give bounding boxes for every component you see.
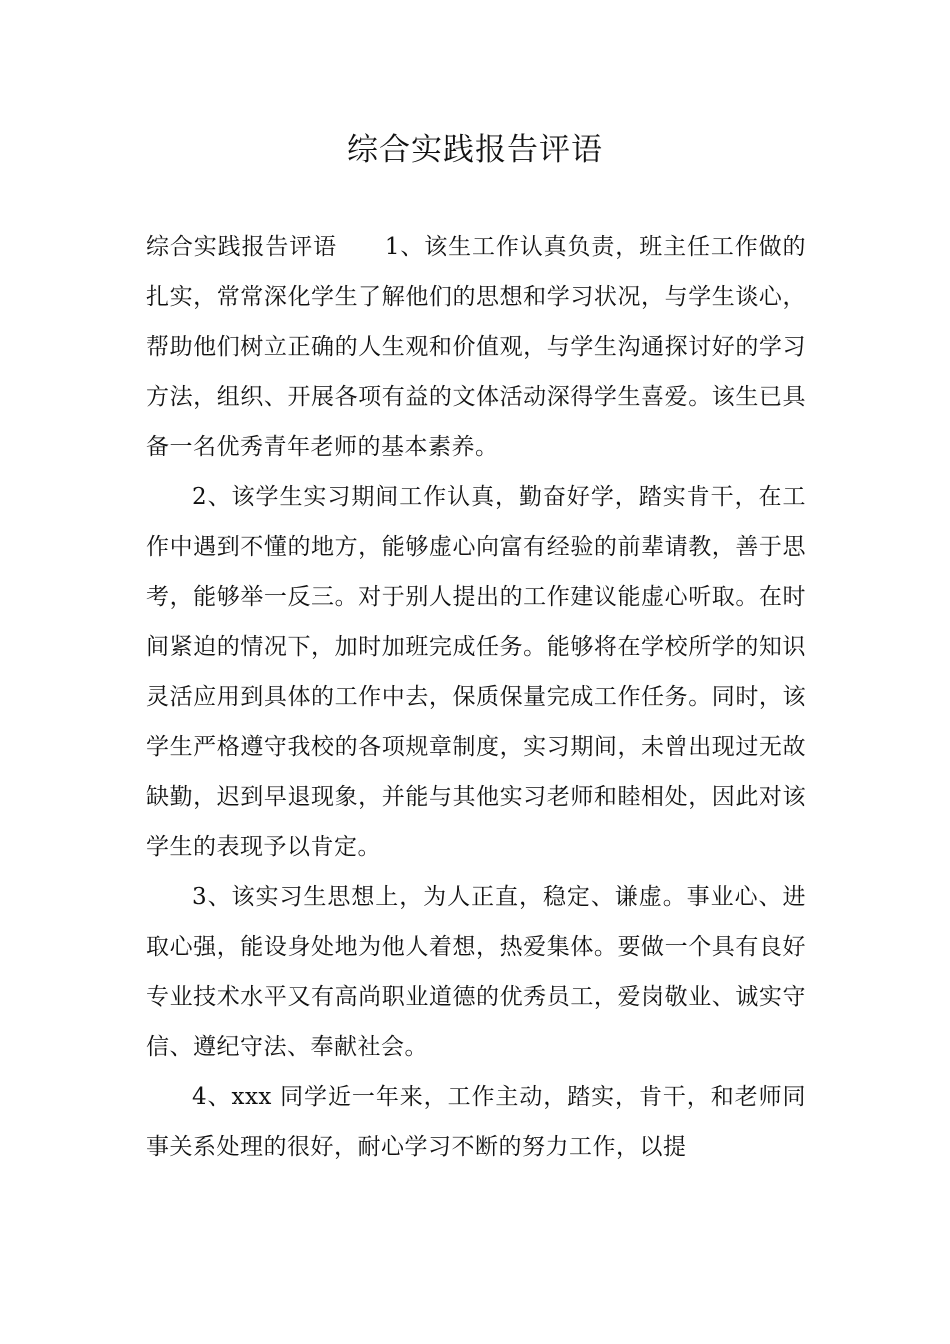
paragraph-3: 3、该实习生思想上，为人正直，稳定、谦虚。事业心、进取心强，能设身处地为他人着想，热爱集体。要做一个具有良好专业技术水平又有高尚职业道德的优秀员工，爱岗敬业、诚实守信、遵纪守法、奉献社会。 (146, 884, 806, 1060)
paragraph-4: 4、xxx 同学近一年来，工作主动，踏实，肯干，和老师同事关系处理的很好，耐心学习不断的努力工作，以提 (146, 1084, 806, 1160)
paragraph-1: 综合实践报告评语 1、该生工作认真负责，班主任工作做的扎实，常常深化学生了解他们的思想和学习状况，与学生谈心，帮助他们树立正确的人生观和价值观，与学生沟通探讨好的学习方法，组织、开展各项有益的文体活动深得学生喜爱。该生已具备一名优秀青年老师的基本素养。 (146, 234, 806, 460)
document-body (146, 222, 806, 1172)
paragraph-2: 2、该学生实习期间工作认真，勤奋好学，踏实肯干，在工作中遇到不懂的地方，能够虚心向富有经验的前辈请教，善于思考，能够举一反三。对于别人提出的工作建议能虚心听取。在时间紧迫的情况下，加时加班完成任务。能够将在学校所学的知识灵活应用到具体的工作中去，保质保量完成工作任务。同时，该学生严格遵守我校的各项规章制度，实习期间，未曾出现过无故缺勤，迟到早退现象，并能与其他实习老师和睦相处，因此对该学生的表现予以肯定。 (146, 484, 806, 860)
document-title: 综合实践报告评语 (347, 132, 603, 168)
